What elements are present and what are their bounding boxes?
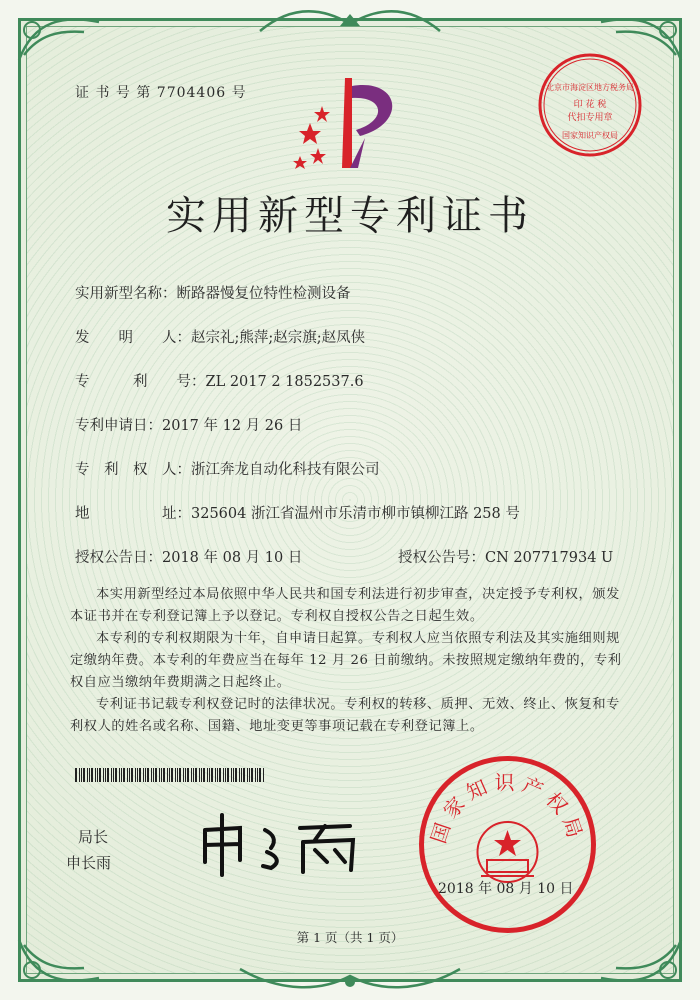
field-label: 专利申请日： [75,418,162,434]
grant-number-value: CN 207717934 U [485,550,614,566]
paragraph-term-notice: 本专利的专利权期限为十年，自申请日起算。专利权人应当依照专利法及其实施细则规定缴纳年费。本专利的年费应当在每年 12 月 26 日前缴纳。未按照规定缴纳年费的，专利权自应当缴纳年费期满之日起终止。 [70,631,622,690]
svg-text:国家知识产权局: 国家知识产权局 [562,131,618,140]
svg-text:代扣专用章: 代扣专用章 [567,113,613,123]
certificate-title: 实用新型专利证书 [166,193,534,239]
field-inventors [75,326,365,347]
patent-number-value: ZL 2017 2 1852537.6 [205,374,364,390]
top-center-ornament [250,6,450,36]
page-number: 第 1 页（共 1 页） [296,930,404,945]
seal-text: 国家知识产权局 [426,770,589,847]
patent-office-logo-icon [290,68,410,178]
official-seal [415,752,600,937]
field-label: 发 明 人： [75,330,191,346]
svg-text:印 花 税: 印 花 税 [573,100,607,110]
barcode [75,768,265,782]
tax-stamp-seal [535,50,645,160]
director-title: 局长 [78,828,109,846]
seal-date: 2018 年 08 月 10 日 [438,881,574,897]
inventors-value: 赵宗礼;熊萍;赵宗旗;赵凤侠 [191,330,366,346]
field-grant-number [398,546,613,567]
field-label: 授权公告号： [398,550,485,566]
svg-text:北京市海淀区地方税务局: 北京市海淀区地方税务局 [546,83,634,92]
field-patent-number [75,370,364,391]
field-label: 专 利 号： [75,374,206,390]
field-label: 地 址： [75,506,191,522]
utility-model-name: 断路器慢复位特性检测设备 [176,286,351,302]
director-name: 申长雨 [66,854,112,872]
paragraph-legal-status: 专利证书记载专利权登记时的法律状况。专利权的转移、质押、无效、终止、恢复和专利权人的姓名或名称、国籍、地址变更等事项记载在专利登记簿上。 [70,697,620,734]
field-address [75,502,520,523]
filing-date-value: 2017 年 12 月 26 日 [162,418,303,434]
paragraph-grant-notice: 本实用新型经过本局依照中华人民共和国专利法进行初步审查，决定授予专利权，颁发本证书并在专利登记簿上予以登记。专利权自授权公告之日起生效。 [70,587,620,624]
address-value: 325604 浙江省温州市乐清市柳市镇柳江路 258 号 [191,506,520,522]
field-label: 授权公告日： [75,550,162,566]
field-grant-date [75,546,302,567]
field-filing-date [75,414,302,435]
field-patentee [75,458,380,479]
certificate-number: 证 书 号 第 7704406 号 [75,85,247,101]
patentee-value: 浙江奔龙自动化科技有限公司 [191,462,380,478]
grant-date-value: 2018 年 08 月 10 日 [162,550,303,566]
field-name [75,282,351,303]
field-label: 实用新型名称： [75,286,177,302]
bottom-center-ornament [230,964,470,994]
corner-ornament-top-left [14,10,104,70]
director-signature [185,800,385,885]
field-label: 专 利 权 人： [75,462,191,478]
